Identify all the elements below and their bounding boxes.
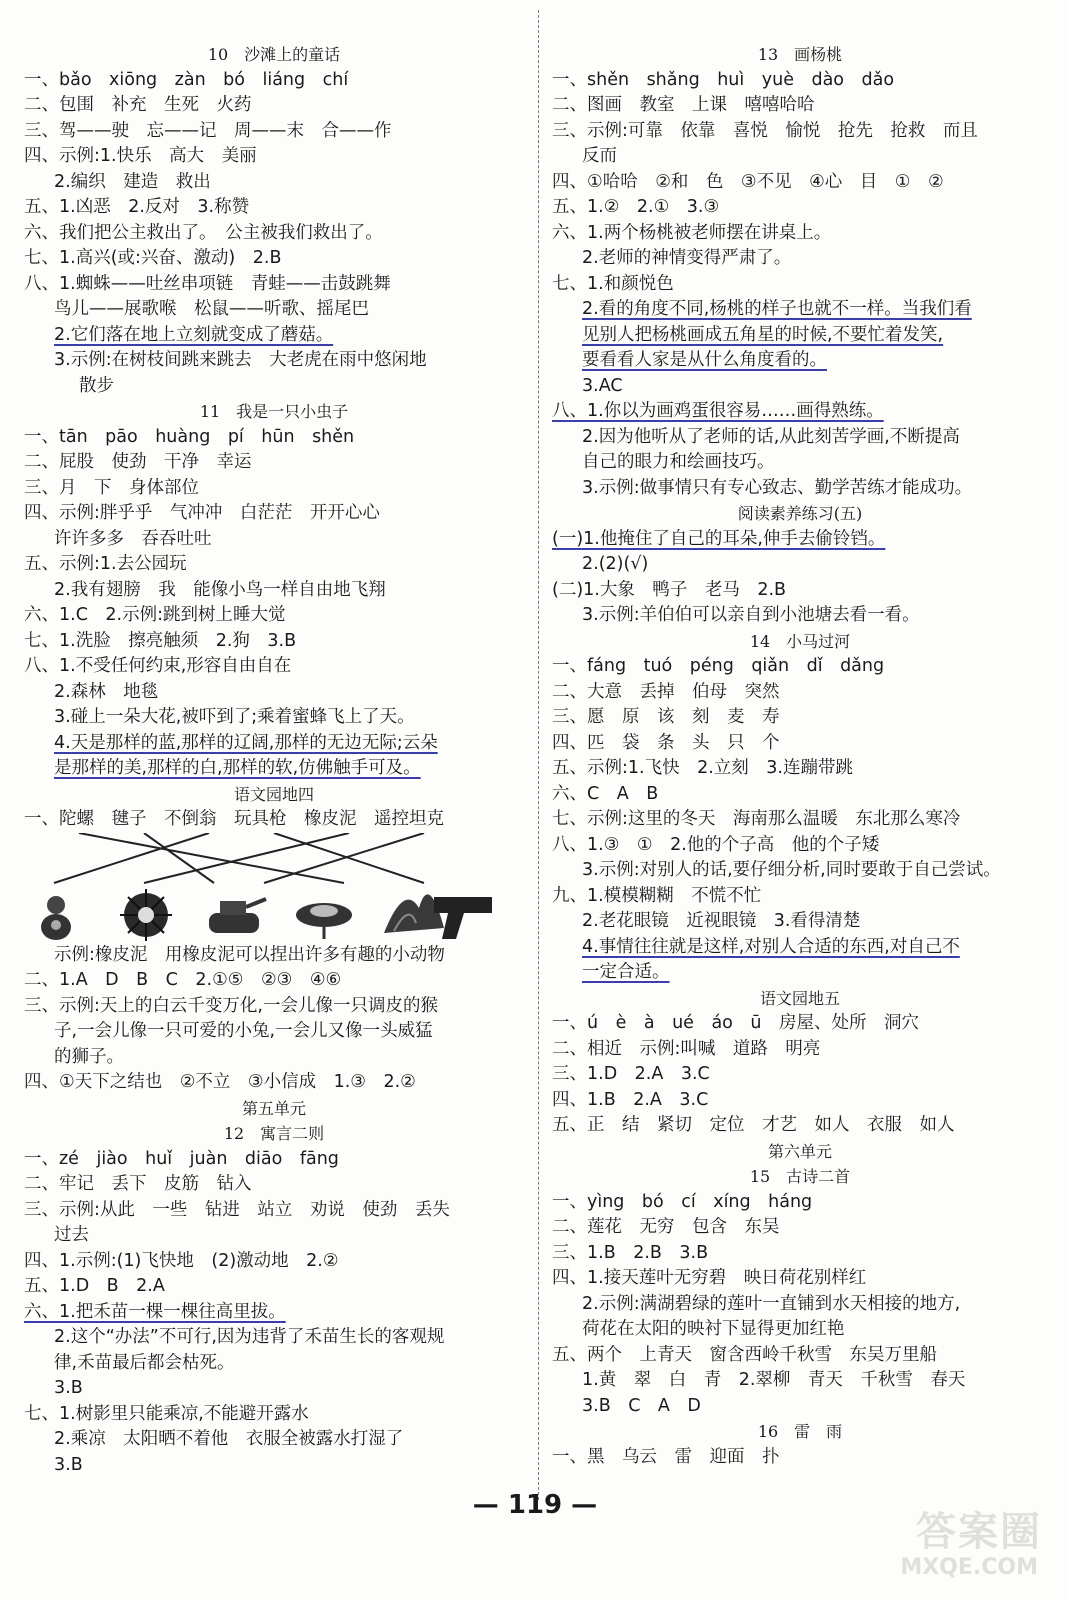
answer-line: 散步: [79, 375, 114, 396]
answer-line: 三、愿 原 该 刻 麦 寿: [552, 707, 780, 727]
answer-line: 一、黑 乌云 雷 迎面 扑: [552, 1446, 780, 1467]
answer-line: 2.看的角度不同,杨桃的样子也就不一样。当我们看: [582, 299, 972, 319]
answer-line: 3.示例:在树枝间跳来跳去 大老虎在雨中悠闲地: [54, 350, 427, 370]
matching-diagram: [24, 833, 494, 943]
answer-line: 四、示例:1.快乐 高大 美丽: [24, 146, 257, 166]
answer-line: 见别人把杨桃画成五角星的时候,不要忙着发笑,: [582, 324, 944, 345]
answer-line: 示例:橡皮泥 用橡皮泥可以捏出许多有趣的小动物: [54, 944, 445, 965]
answer-line: 四、①哈哈 ②和 色 ③不见 ④心 目 ① ②: [552, 171, 944, 192]
answer-line: 七、1.高兴(或:兴奋、激动) 2.B: [24, 248, 282, 268]
answer-line: 2.编织 建造 救出: [54, 171, 211, 192]
answer-line: 3.碰上一朵大花,被吓到了;乘着蜜蜂飞上了天。: [54, 707, 415, 727]
answer-line: 五、1.D B 2.A: [24, 1276, 165, 1296]
answer-line: 一、bǎo xiōng zàn bó liáng chí: [24, 69, 349, 90]
answer-line: 二、莲花 无穷 包含 东吴: [552, 1217, 780, 1237]
answer-line: 三、1.B 2.B 3.B: [552, 1242, 709, 1263]
page-number: — 119 —: [472, 1490, 598, 1520]
answer-line: 三、1.D 2.A 3.C: [552, 1064, 710, 1084]
answer-line: 三、驾——驶 忘——记 周——末 合——作: [24, 120, 392, 141]
answer-line: 4.事情往往就是这样,对别人合适的东西,对自己不: [582, 936, 960, 957]
answer-line: 二、1.A D B C 2.①⑤ ②③ ④⑥: [24, 970, 342, 990]
watermark: [862, 1500, 1042, 1580]
matching-diagram-row: [24, 833, 524, 943]
answer-line: 3.B: [54, 1378, 83, 1398]
answer-line: 一、ú è à ué áo ū 房屋、处所 洞穴: [552, 1013, 919, 1033]
answer-line: 五、示例:1.飞快 2.立刻 3.连蹦带跳: [552, 758, 853, 778]
watermark-url: MXQE.COM: [900, 1555, 1038, 1580]
answer-line: 的狮子。: [54, 1046, 124, 1067]
answer-line: 六、我们把公主救出了。 公主被我们救出了。: [24, 222, 383, 243]
section-title: 13 画杨桃: [757, 45, 843, 64]
answer-line: 2.它们落在地上立刻就变成了蘑菇。: [54, 324, 334, 345]
answer-line: 五、1.② 2.① 3.③: [552, 197, 720, 217]
answer-line: 二、牢记 丢下 皮筋 钻入: [24, 1174, 252, 1194]
answer-line: 七、1.树影里只能乘凉,不能避开露水: [24, 1403, 309, 1424]
section-title: 15 古诗二首: [749, 1167, 851, 1186]
answer-line: 2.因为他听从了老师的话,从此刻苦学画,不断提高: [582, 426, 960, 447]
answer-line: 二、图画 教室 上课 嘻嘻哈哈: [552, 95, 815, 115]
answer-line: 要看看人家是从什么角度看的。: [582, 350, 827, 370]
answer-line: 2.示例:满湖碧绿的莲叶一直铺到水天相接的地方,: [582, 1293, 961, 1314]
answer-line: 4.天是那样的蓝,那样的辽阔,那样的无边无际;云朵: [54, 732, 438, 753]
answer-line: 六、C A B: [552, 783, 659, 804]
column-divider: [538, 10, 539, 1500]
answer-line: 四、匹 袋 条 头 只 个: [552, 732, 780, 753]
answer-line: 2.森林 地毯: [54, 681, 159, 702]
answer-line: 八、1.不受任何约束,形容自由自在: [24, 656, 292, 676]
answer-line: 七、1.和颜悦色: [552, 273, 674, 294]
answer-line: 五、示例:1.去公园玩: [24, 554, 187, 574]
answer-line: 三、月 下 身体部位: [24, 477, 199, 498]
answer-line: 律,禾苗最后都会枯死。: [54, 1352, 235, 1373]
answer-line: 2.老师的神情变得严肃了。: [582, 248, 792, 268]
answer-line: 2.这个“办法”不可行,因为违背了禾苗生长的客观规: [54, 1327, 445, 1347]
answer-line: 八、1.你以为画鸡蛋很容易……画得熟练。: [552, 401, 884, 421]
answer-line: 二、屁股 使劲 干净 幸运: [24, 452, 252, 472]
answer-line: 三、示例:天上的白云千变万化,一会儿像一只调皮的猴: [24, 995, 438, 1016]
answer-line: 鸟儿——展歌喉 松鼠——听歌、摇尾巴: [54, 299, 369, 319]
answer-line: 3.示例:羊伯伯可以亲自到小池塘去看一看。: [582, 605, 920, 625]
answer-line: 子,一会儿像一只可爱的小兔,一会儿又像一头威猛: [54, 1021, 433, 1041]
answer-line: 五、正 结 紧切 定位 才艺 如人 衣服 如人: [552, 1115, 955, 1135]
answer-line: 荷花在太阳的映衬下显得更加红艳: [582, 1319, 845, 1339]
answer-line: 八、1.③ ① 2.他的个子高 他的个子矮: [552, 834, 880, 855]
shuttlecock-icon: [120, 889, 172, 941]
answer-line: 许许多多 吞吞吐吐: [54, 528, 212, 549]
answer-line: 自己的眼力和绘画技巧。: [582, 452, 775, 472]
answer-line: (二)1.大象 鸭子 老马 2.B: [552, 579, 787, 600]
answer-line: 3.示例:做事情只有专心致志、勤学苦练才能成功。: [582, 477, 973, 498]
answer-line: 三、示例:可靠 依靠 喜悦 愉悦 抢先 抢救 而且: [552, 120, 978, 141]
left-column: [24, 42, 524, 1478]
answer-line: 七、1.洗脸 擦亮触须 2.狗 3.B: [24, 630, 297, 651]
answer-line: 一、zé jiào huǐ juàn diāo fāng: [24, 1148, 339, 1169]
answer-line: 二、相近 示例:叫喊 道路 明亮: [552, 1038, 821, 1059]
section-title: 10 沙滩上的童话: [207, 45, 341, 64]
answer-line: 一、tān pāo huàng pí hūn shěn: [24, 426, 355, 447]
answer-line: (一)1.他掩住了自己的耳朵,伸手去偷铃铛。: [552, 528, 886, 549]
right-column: [552, 42, 1048, 1470]
answer-line: 二、包围 补充 生死 火药: [24, 95, 252, 115]
section-title: 阅读素养练习(五): [737, 504, 863, 523]
answer-line: 六、1.C 2.示例:跳到树上睡大觉: [24, 605, 286, 625]
answer-line: 六、1.两个杨桃被老师摆在讲桌上。: [552, 222, 832, 243]
answer-line: 3.B C A D: [582, 1395, 701, 1416]
answer-line: 3.B: [54, 1454, 83, 1475]
answer-line: 2.老花眼镜 近视眼镜 3.看得清楚: [582, 911, 861, 931]
tank-icon: [209, 899, 266, 933]
answer-line: 九、1.模模糊糊 不慌不忙: [552, 885, 762, 906]
answer-line: 四、1.B 2.A 3.C: [552, 1089, 709, 1110]
answer-line: 四、1.接天莲叶无穷碧 映日荷花别样红: [552, 1268, 867, 1288]
section-title: 第五单元: [241, 1098, 306, 1118]
answer-line: 四、①天下之结也 ②不立 ③小信成 1.③ 2.②: [24, 1072, 416, 1092]
answer-line: 是那样的美,那样的白,那样的软,仿佛触手可及。: [54, 758, 421, 778]
answer-line: 四、示例:胖乎乎 气冲冲 白茫茫 开开心心: [24, 503, 380, 523]
answer-line: 1.黄 翠 白 青 2.翠柳 青天 千秋雪 春天: [582, 1370, 966, 1390]
answer-line: 3.AC: [582, 375, 623, 396]
section-title: 语文园地五: [759, 988, 840, 1008]
answer-line: 六、1.把禾苗一棵一棵往高里拔。: [24, 1301, 286, 1322]
section-title: 第六单元: [767, 1141, 832, 1161]
answer-line: 2.(2)(√): [582, 554, 649, 574]
answer-line: 3.示例:对别人的话,要仔细分析,同时要敢于自己尝试。: [582, 860, 1001, 880]
answer-line: 一、fáng tuó péng qiǎn dǐ dǎng: [552, 656, 885, 676]
section-title: 语文园地四: [233, 784, 314, 804]
tumbler-icon: [41, 896, 71, 940]
answer-line: 一、陀螺 毽子 不倒翁 玩具枪 橡皮泥 遥控坦克: [24, 809, 444, 829]
toy-gun-icon: [434, 897, 492, 939]
section-title: 16 雷 雨: [757, 1422, 843, 1441]
top-icon: [296, 903, 352, 939]
answer-line: 二、大意 丢掉 伯母 突然: [552, 681, 780, 702]
answer-line: 五、1.凶恶 2.反对 3.称赞: [24, 197, 250, 217]
answer-line: 五、两个 上青天 窗含西岭千秋雪 东吴万里船: [552, 1344, 937, 1365]
answer-line: 2.我有翅膀 我 能像小鸟一样自由地飞翔: [54, 579, 386, 600]
watermark-logo: 答案圈: [916, 1509, 1042, 1555]
answer-line: 一定合适。: [582, 962, 670, 982]
answer-line: 反而: [582, 146, 617, 166]
answer-line: 四、1.示例:(1)飞快地 (2)激动地 2.②: [24, 1250, 339, 1271]
answer-line: 过去: [54, 1225, 89, 1245]
answer-line: 一、yìng bó cí xíng háng: [552, 1191, 813, 1212]
answer-line: 七、示例:这里的冬天 海南那么温暖 东北那么寒冷: [552, 809, 961, 829]
section-title: 11 我是一只小虫子: [199, 402, 349, 421]
answer-line: 一、shěn shǎng huì yuè dào dǎo: [552, 69, 895, 90]
answer-line: 三、示例:从此 一些 钻进 站立 劝说 使劲 丢失: [24, 1199, 450, 1220]
section-title: 12 寓言二则: [223, 1124, 325, 1143]
section-title: 14 小马过河: [749, 631, 851, 651]
answer-line: 八、1.蜘蛛——吐丝串项链 青蛙——击鼓跳舞: [24, 273, 391, 294]
answer-line: 2.乘凉 太阳晒不着他 衣服全被露水打湿了: [54, 1429, 404, 1449]
